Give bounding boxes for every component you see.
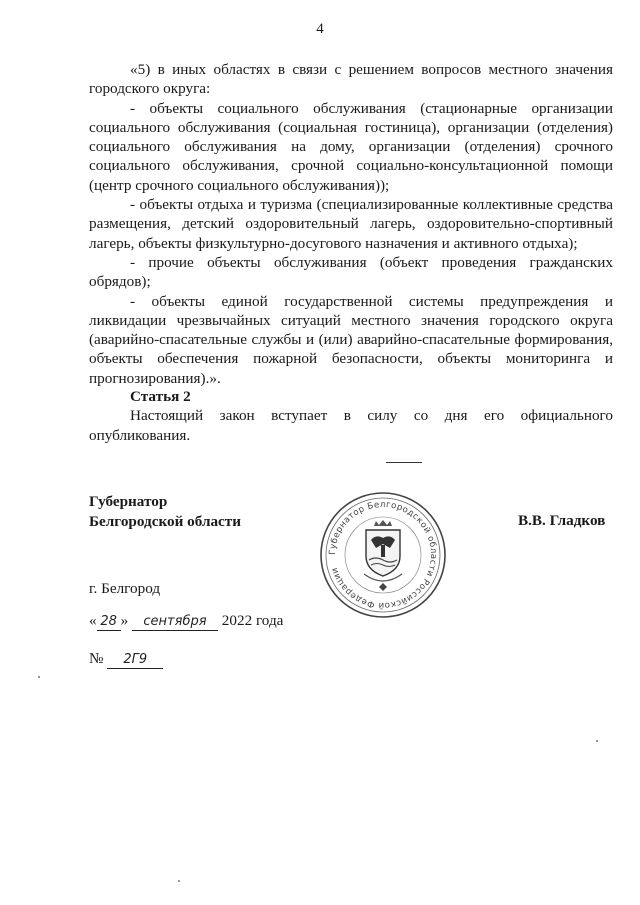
article-text: Настоящий закон вступает в силу со дня его официального опубликования. (89, 407, 613, 444)
divider-line (386, 462, 422, 463)
paragraph-intro: «5) в иных областях в связи с решением вопросов местного значения городского округа: (89, 61, 613, 98)
date-year: 2022 года (221, 612, 284, 629)
law-number-prefix: № (89, 650, 104, 667)
body-text (89, 60, 613, 388)
place-of-signing: г. Белгород (89, 580, 161, 597)
signing-date (89, 612, 283, 631)
seal-graphic (318, 490, 448, 620)
date-day: 28 (97, 614, 121, 631)
scan-speck (38, 676, 40, 678)
article-block (89, 387, 613, 445)
signatory-name: В.В. Гладков (518, 512, 606, 529)
paragraph-emergency: - объекты единой государственной системы предупреждения и ликвидации чрезвычайных ситуаций местного значения городского округа (аварийно-спасательные службы и (или) аварийно-спасательные формирования, объекты обеспечения пожарной безопасности, объекты мониторинга и прогнозирования).». (89, 292, 613, 387)
scan-speck (596, 740, 598, 742)
scan-speck (178, 880, 180, 882)
paragraph-social-services: - объекты социального обслуживания (стационарные организации социального обслуживания (социальная гостиница), организации (отделения) социального обслуживания на дому, организации (отделения) срочного социального обслуживания, срочной социально-консультационной помощи (центр срочного социального обслуживания)); (89, 99, 613, 194)
official-seal (318, 490, 448, 620)
paragraph-other-services: - прочие объекты обслуживания (объект проведения гражданских обрядов); (89, 253, 613, 291)
law-number-value: 2Г9 (107, 652, 163, 669)
law-number (89, 650, 163, 669)
coat-of-arms-icon (364, 520, 402, 591)
signatory-title-line2: Белгородской области (89, 513, 242, 530)
signatory-title (89, 492, 241, 532)
date-close-quote: » (120, 612, 129, 629)
date-month: сентября (132, 614, 218, 631)
page-number: 4 (316, 21, 324, 37)
signatory-title-line1: Губернатор (89, 493, 168, 510)
article-heading: Статья 2 (130, 388, 191, 405)
seal-text: Губернатор Белгородской области Российской Федерации (327, 499, 439, 611)
date-open-quote: « (89, 612, 97, 629)
paragraph-recreation: - объекты отдыха и туризма (специализированные коллективные средства размещения, детский оздоровительный лагерь, оздоровительно-спортивный лагерь, объекты физкультурно-досугового назначения и активного отдыха); (89, 196, 613, 252)
